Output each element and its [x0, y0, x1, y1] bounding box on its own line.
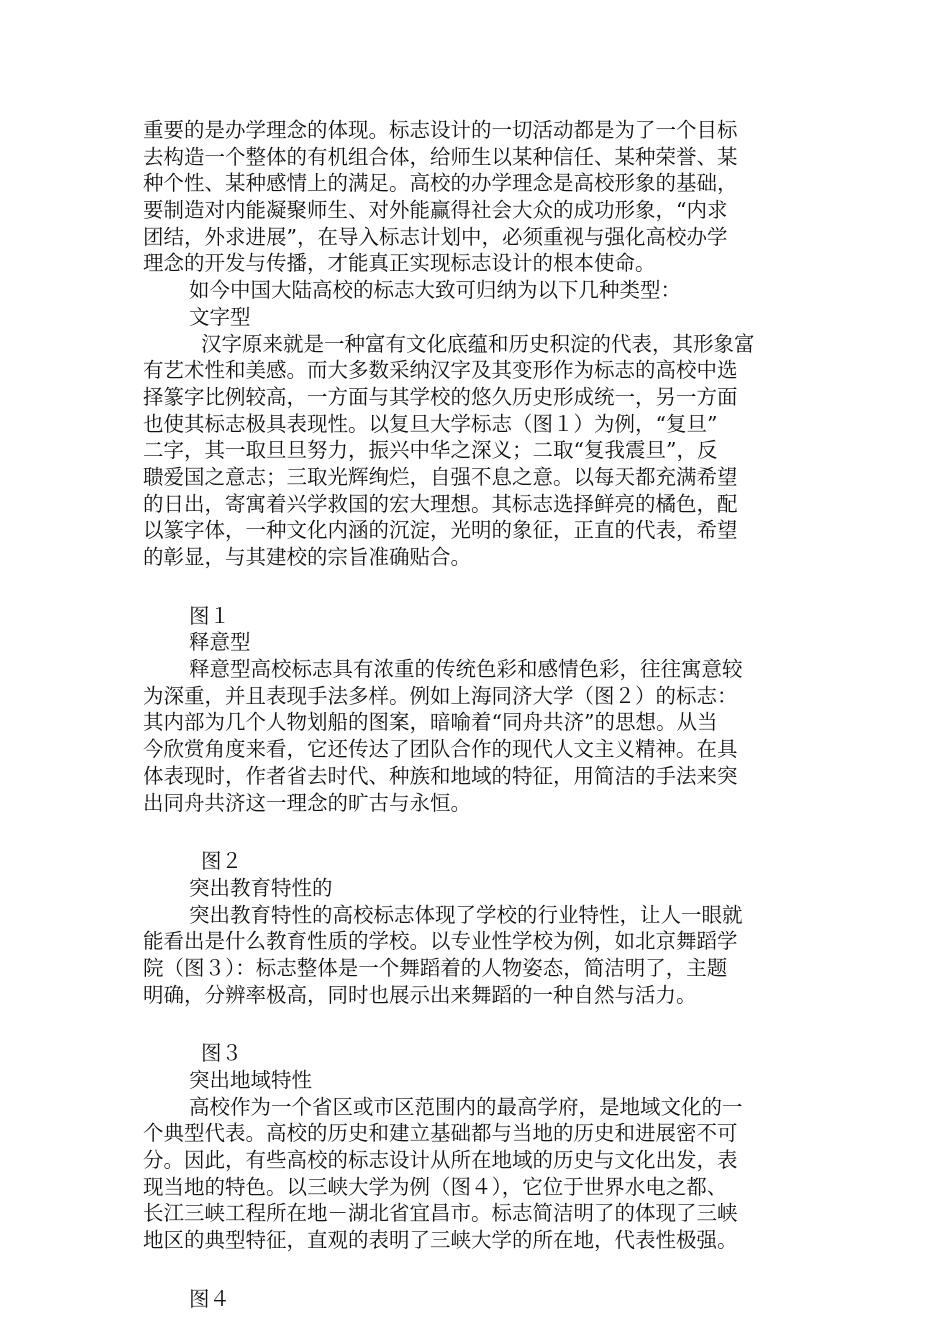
paragraph-line: 体表现时，作者省去时代、种族和地域的特征，用简洁的手法来突 [143, 763, 738, 788]
paragraph-line: 分。因此，有些高校的标志设计从所在地域的历史与文化出发，表 [143, 1148, 738, 1173]
paragraph-line: 以篆字体，一种文化内涵的沉淀，光明的象征，正直的代表，希望 [143, 518, 738, 543]
figure-placeholder [143, 1254, 808, 1286]
paragraph-line: 重要的是办学理念的体现。标志设计的一切活动都是为了一个目标 [143, 118, 738, 142]
paragraph-line: 汉字原来就是一种富有文化底蕴和历史积淀的代表，其形象富 [201, 331, 755, 356]
paragraph-line: 能看出是什么教育性质的学校。以专业性学校为例，如北京舞蹈学 [143, 929, 738, 954]
paragraph-line: 理念的开发与传播，才能真正实现标志设计的根本使命。 [143, 251, 656, 276]
paragraph-line: 释意型高校标志具有浓重的传统色彩和感情色彩，往往寓意较 [189, 657, 743, 682]
paragraph-line: 聩爱国之意志；三取光辉绚烂，自强不息之意。以每天都充满希望 [143, 464, 738, 489]
paragraph-line: 突出教育特性的高校标志体现了学校的行业特性，让人一眼就 [189, 902, 743, 927]
section-heading: 突出地域特性 [189, 1068, 312, 1092]
figure-caption: 图２ [201, 849, 242, 874]
paragraph-line: 二字，其一取旦旦努力，振兴中华之深义；二取“复我震旦”，反 [143, 438, 718, 463]
document-body [143, 117, 808, 1313]
paragraph-line: 的日出，寄寓着兴学救国的宏大理想。其标志选择鲜亮的橘色，配 [143, 491, 738, 516]
types-intro: 如今中国大陆高校的标志大致可归纳为以下几种类型： [189, 278, 681, 303]
figure-placeholder [143, 571, 808, 603]
paragraph-line: 长江三峡工程所在地－湖北省宜昌市。标志简洁明了的体现了三峡 [143, 1201, 738, 1226]
paragraph-line: 今欣赏角度来看，它还传达了团队合作的现代人文主义精神。在具 [143, 737, 738, 762]
paragraph-line: 高校作为一个省区或市区范围内的最高学府，是地域文化的一 [189, 1094, 743, 1119]
paragraph-line: 团结，外求进展”，在导入标志计划中，必须重视与强化高校办学 [143, 224, 728, 249]
figure-placeholder [143, 816, 808, 848]
paragraph-line: 择篆字比例较高，一方面与其学校的悠久历史形成统一，另一方面 [143, 384, 738, 409]
figure-caption: 图４ [189, 1286, 230, 1311]
paragraph-line: 要制造对内能凝聚师生、对外能赢得社会大众的成功形象，“内求 [143, 198, 728, 223]
paragraph-line: 现当地的特色。以三峡大学为例（图４），它位于世界水电之都、 [143, 1174, 728, 1199]
paragraph-line: 为深重，并且表现手法多样。例如上海同济大学（图２）的标志： [143, 683, 738, 708]
section-heading: 文字型 [189, 304, 251, 329]
paragraph-line: 其内部为几个人物划船的图案，暗喻着“同舟共济”的思想。从当 [143, 710, 718, 735]
paragraph-line: 明确，分辨率极高，同时也展示出来舞蹈的一种自然与活力。 [143, 982, 697, 1007]
paragraph-line: 出同舟共济这一理念的旷古与永恒。 [143, 790, 471, 815]
figure-caption: 图３ [201, 1041, 242, 1066]
paragraph-line: 个典型代表。高校的历史和建立基础都与当地的历史和进展密不可 [143, 1121, 738, 1146]
paragraph-line: 也使其标志极具表现性。以复旦大学标志（图１）为例，“复旦” [143, 411, 718, 436]
paragraph-line: 院（图３）：标志整体是一个舞蹈着的人物姿态，简洁明了，主题 [143, 955, 728, 980]
figure-placeholder [143, 1008, 808, 1040]
paragraph-line: 的彰显，与其建校的宗旨准确贴合。 [143, 545, 471, 569]
paragraph-line: 有艺术性和美感。而大多数采纳汉字及其变形作为标志的高校中选 [143, 358, 738, 383]
paragraph-line: 种个性、某种感情上的满足。高校的办学理念是高校形象的基础， [143, 171, 738, 196]
section-heading: 突出教育特性的 [189, 875, 333, 900]
paragraph-line: 去构造一个整体的有机组合体，给师生以某种信任、某种荣誉、某 [143, 144, 738, 169]
section-heading: 释意型 [189, 630, 251, 655]
figure-caption: 图１ [189, 603, 230, 628]
paragraph-line: 地区的典型特征，直观的表明了三峡大学的所在地，代表性极强。 [143, 1228, 738, 1253]
